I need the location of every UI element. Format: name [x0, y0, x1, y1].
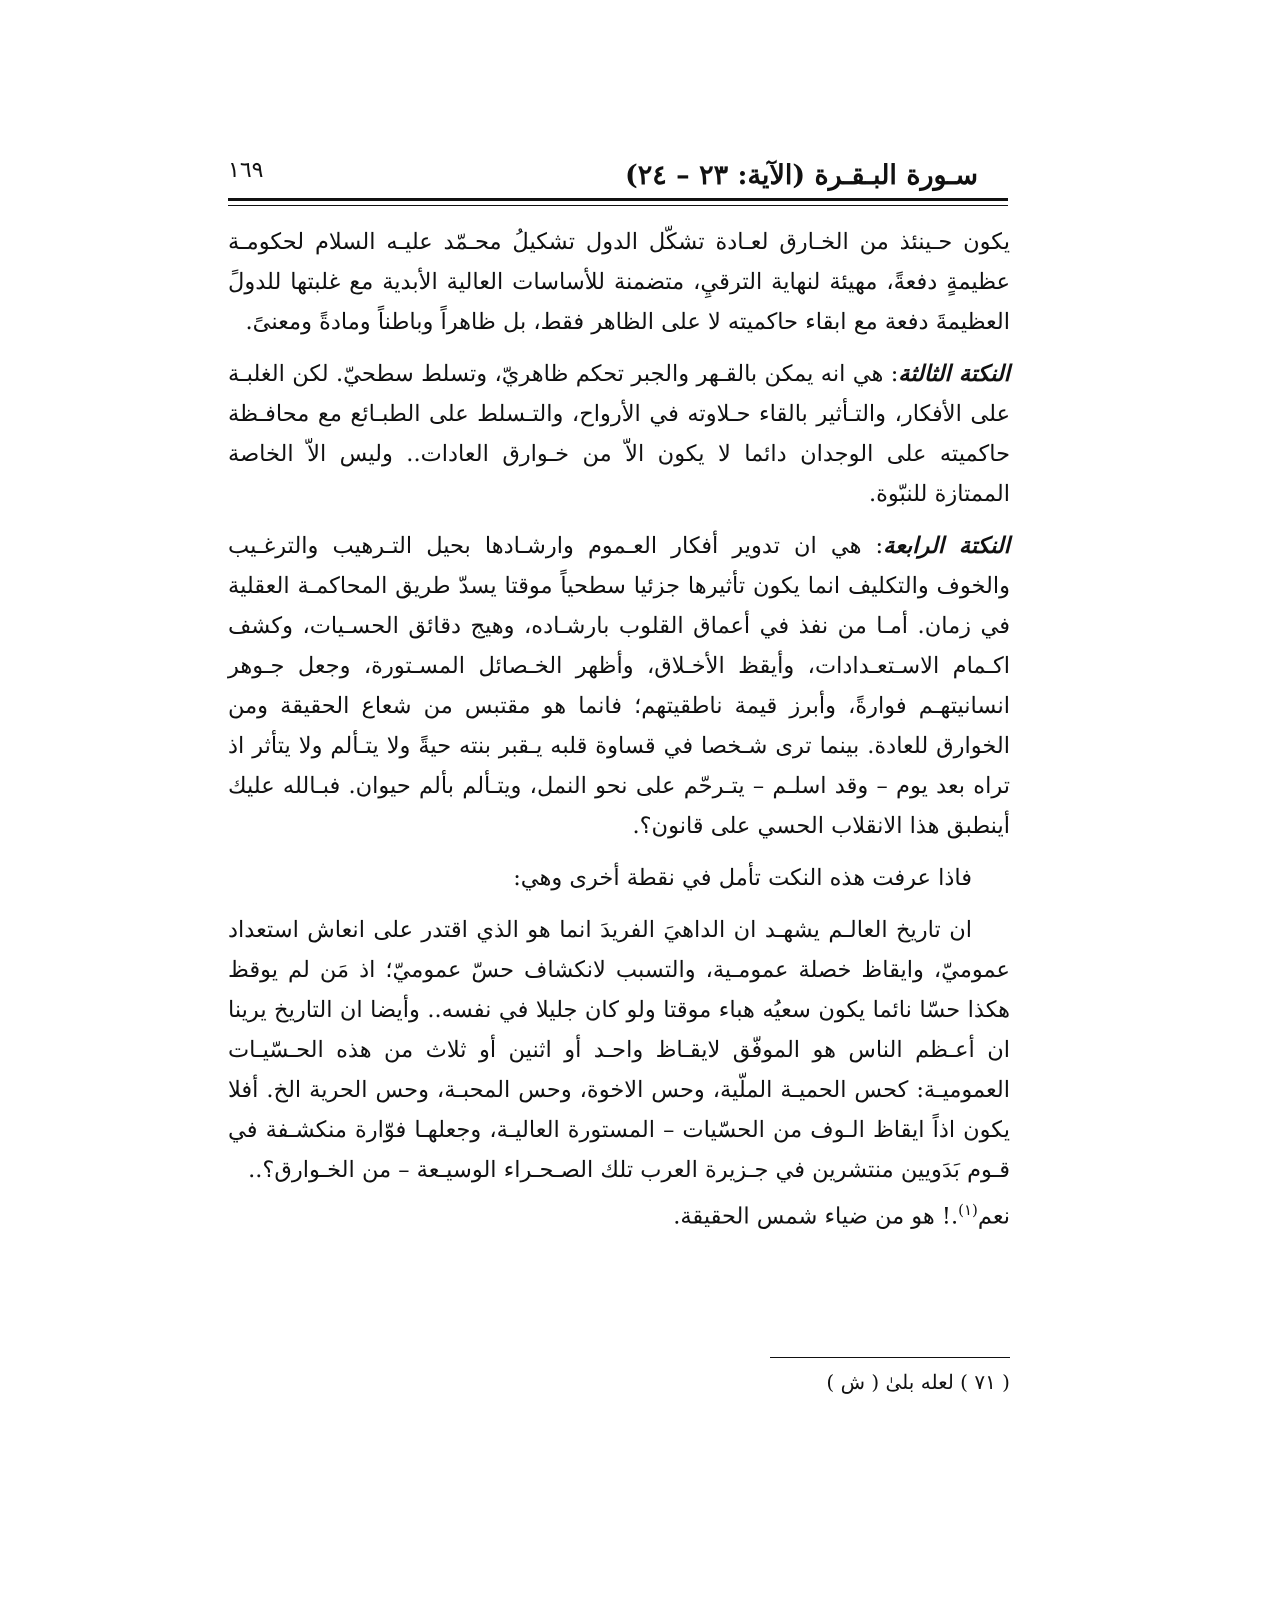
footnote-reference: (١) [958, 1201, 978, 1219]
paragraph-4: فاذا عرفت هذه النكت تأمل في نقطة أخرى وهي: [513, 865, 972, 891]
page-number: ١٦٩ [228, 158, 264, 183]
paragraph-3 [228, 526, 1010, 846]
paragraph-5: ان تاريخ العالـم يشهـد ان الداهيَ الفريدَ انما هو الذي اقتدر على انعاش استعداد عموميّ، وايقاظ خصلة عمومـية، والتسبب لانكشاف حسّ عموميّ؛ اذ مَن لم يوقظ هكذا حسّا نائما يكون سعيُه هباء موقتا ولو كان جليلا في نفسه.. وأيضا ان التاريخ يرينا ان أعـظم الناس هو الموفّق لايقـاظ واحـد أو اثنين أو ثلاث من هذه الحـسّيـات العموميـة: كحس الحميـة الملّية، وحس الاخوة، وحس المحبـة، وحس الحرية الخ. أفلا يكون اذاً ايقاظ الـوف من الحسّيات – المستورة العاليـة، وجعلهـا فوّارة منكشـفة في قـوم بَدَويين منتشرين في جـزيرة العرب تلك الصـحـراء الوسيـعة – من الخـوارق؟.. [228, 917, 1010, 1183]
footnote-rule [770, 1357, 1010, 1358]
footnote: ( ٧١ ) لعله بلىٰ ( ش ) [826, 1370, 1010, 1394]
paragraph-3-lead: النكتة الرابعة [883, 533, 1010, 559]
header-rule-thin [228, 205, 1008, 206]
paragraph-1: يكون حـينئذ من الخـارق لعـادة تشكّل الدول تشكيلُ محـمّد عليـه السلام لحكومـة عظيمةٍ دفعةً، مهيئة لنهاية الترقيِ، متضمنة للأساسات العالية الأبدية مع غلبتها للدولً العظيمةَ دفعة مع ابقاء حاكميته لا على الظاهر فقط، بل ظاهراً وباطناً ومادةً ومعنىً. [228, 229, 1011, 335]
paragraph-6-lead: نعم [977, 1203, 1010, 1230]
paragraph-6 [228, 1190, 1010, 1237]
paragraph-3-text: : هي ان تدوير أفكار العـموم وارشـادها بحيل التـرهيب والترغـيب والخوف والتكليف انما يكون تأثيرها جزئيا سطحياً موقتا يسدّ طريق المحاكمـة العقلية في زمان. أمـا من نفذ في أعماق القلوب بارشـاده، وهيج دقائق الحسـيات، وكشف اكـمام الاسـتعـدادات، وأيقظ الأخـلاق، وأظهر الخـصائل المسـتورة، وجعل جـوهر انسانيتهـم فوارةً، وأبرز قيمة ناطقيتهم؛ فانما هو مقتبس من شعاع الحقيقة ومن الخوارق للعادة. بينما ترى شـخصا في قساوة قلبه يـقبر بنته حيةً ولا يتـألم ولا يتأثر اذ تراه بعد يوم – وقد اسلـم – يتـرحّم على نحو النمل، ويتـألم بألم حيوان. فبـالله عليك أينطبق هذا الانقلاب الحسي على قانون؟. [228, 533, 1010, 839]
running-header [228, 150, 1008, 200]
paragraph-6-text: .! هو من ضياء شمس الحقيقة. [673, 1203, 959, 1230]
paragraph-2-lead: النكتة الثالثة [898, 361, 1010, 387]
paragraph-2-text: : هي انه يمكن بالقـهر والجبر تحكم ظاهريّ، وتسلط سطحيّ. لكن الغلبـة على الأفكار، والتـأثير بالقاء حـلاوته في الأرواح، والتـسلط على الطبـائع مع محافـظة حاكميته على الوجدان دائما لا يكون الاّ من خـوارق العادات.. وليس الاّ الخاصة الممتازة للنبّوة. [228, 361, 1010, 507]
header-rule-thick [228, 198, 1008, 201]
paragraph-2 [228, 354, 1010, 514]
surah-title: سـورة البـقـرة (الآية: ٢٣ – ٢٤) [624, 160, 978, 191]
body-text [228, 222, 1010, 1249]
